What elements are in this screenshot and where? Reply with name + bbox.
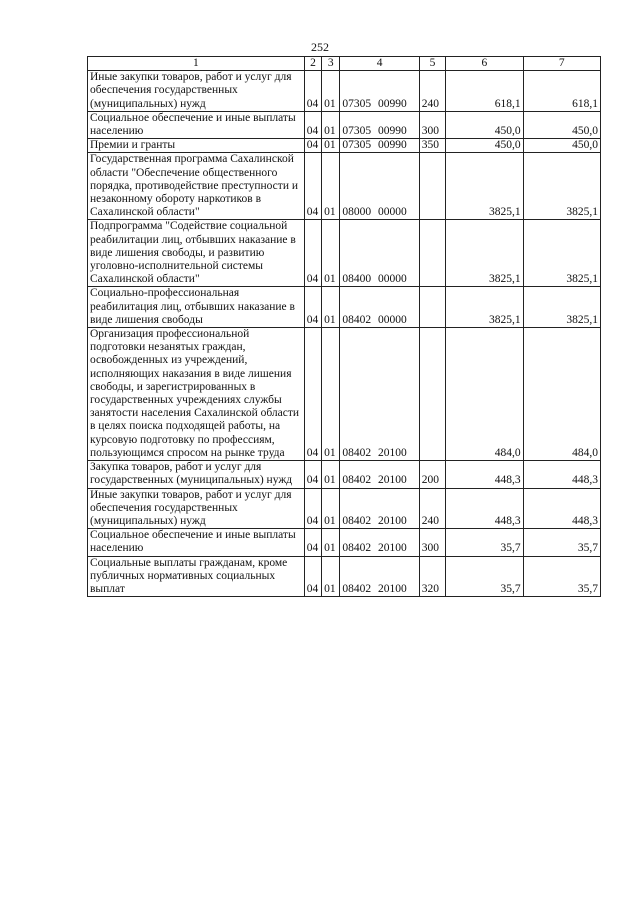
row-name: Социальное обеспечение и иные выплаты населению [88,529,305,556]
header-col-6: 6 [446,57,523,71]
row-section-code: 04 [304,111,321,138]
row-section-code: 04 [304,71,321,112]
row-target-article-code: 07305 00990 [340,139,419,153]
header-col-7: 7 [523,57,600,71]
row-name: Социально-профессиональная реабилитация лиц, отбывших наказание в виде лишения свободы [88,287,305,328]
table-row [88,328,601,461]
row-subsection-code: 01 [322,220,340,287]
row-target-article-code: 08402 20100 [340,488,419,529]
row-name: Государственная программа Сахалинской области "Обеспечение общественного порядка, противодействие преступности и незаконному обороту наркотиков в Сахалинской области" [88,153,305,220]
table-row [88,461,601,488]
row-name: Закупка товаров, работ и услуг для государственных (муниципальных) нужд [88,461,305,488]
row-target-article-code: 08400 00000 [340,220,419,287]
row-expense-type-code: 350 [419,139,445,153]
row-amount-col7: 448,3 [523,488,600,529]
row-target-article-code: 08000 00000 [340,153,419,220]
row-expense-type-code: 300 [419,111,445,138]
row-amount-col6: 448,3 [446,461,523,488]
header-row [88,57,601,71]
row-amount-col6: 450,0 [446,139,523,153]
row-name: Подпрограмма "Содействие социальной реабилитации лиц, отбывших наказание в виде лишения свободы, и развитию уголовно-исполнительной системы Сахалинской области" [88,220,305,287]
table-row [88,153,601,220]
row-expense-type-code: 320 [419,556,445,597]
table-body [88,71,601,597]
table-row [88,529,601,556]
row-amount-col7: 35,7 [523,556,600,597]
row-amount-col6: 3825,1 [446,287,523,328]
row-target-article-code: 08402 20100 [340,461,419,488]
row-amount-col7: 3825,1 [523,287,600,328]
row-name: Иные закупки товаров, работ и услуг для обеспечения государственных (муниципальных) нужд [88,71,305,112]
row-section-code: 04 [304,529,321,556]
table-header [88,57,601,71]
row-target-article-code: 07305 00990 [340,71,419,112]
row-amount-col6: 35,7 [446,556,523,597]
row-subsection-code: 01 [322,461,340,488]
table-row [88,488,601,529]
row-target-article-code: 08402 20100 [340,529,419,556]
row-amount-col6: 450,0 [446,111,523,138]
row-name: Иные закупки товаров, работ и услуг для обеспечения государственных (муниципальных) нужд [88,488,305,529]
row-subsection-code: 01 [322,328,340,461]
row-expense-type-code [419,328,445,461]
row-amount-col6: 3825,1 [446,153,523,220]
row-name: Премии и гранты [88,139,305,153]
row-amount-col6: 35,7 [446,529,523,556]
row-subsection-code: 01 [322,111,340,138]
budget-table [87,56,601,597]
row-section-code: 04 [304,287,321,328]
row-amount-col6: 3825,1 [446,220,523,287]
row-target-article-code: 08402 00000 [340,287,419,328]
header-col-4: 4 [340,57,419,71]
row-subsection-code: 01 [322,556,340,597]
table-row [88,71,601,112]
row-section-code: 04 [304,139,321,153]
row-expense-type-code [419,153,445,220]
row-amount-col7: 484,0 [523,328,600,461]
row-expense-type-code [419,220,445,287]
row-amount-col6: 448,3 [446,488,523,529]
row-amount-col7: 450,0 [523,111,600,138]
row-section-code: 04 [304,488,321,529]
table-row [88,556,601,597]
row-expense-type-code: 300 [419,529,445,556]
row-name: Социальное обеспечение и иные выплаты населению [88,111,305,138]
header-col-2: 2 [304,57,321,71]
row-amount-col7: 450,0 [523,139,600,153]
row-expense-type-code [419,287,445,328]
page-number: 252 [311,40,329,54]
row-name: Организация профессиональной подготовки незанятых граждан, освобожденных из учреждений, исполняющих наказания в виде лишения свободы, и зарегистрированных в государственных учреждениях службы занятости населения Сахалинской области в целях поиска подходящей работы, на курсовую подготовку по профессиям, пользующимся спросом на рынке труда [88,328,305,461]
header-col-5: 5 [419,57,445,71]
row-amount-col7: 35,7 [523,529,600,556]
row-amount-col7: 3825,1 [523,153,600,220]
row-section-code: 04 [304,556,321,597]
table-row [88,220,601,287]
row-expense-type-code: 240 [419,488,445,529]
row-subsection-code: 01 [322,488,340,529]
row-expense-type-code: 200 [419,461,445,488]
row-subsection-code: 01 [322,153,340,220]
row-target-article-code: 08402 20100 [340,556,419,597]
row-subsection-code: 01 [322,287,340,328]
header-col-3: 3 [322,57,340,71]
table-row [88,139,601,153]
row-expense-type-code: 240 [419,71,445,112]
row-section-code: 04 [304,153,321,220]
row-section-code: 04 [304,461,321,488]
row-amount-col7: 3825,1 [523,220,600,287]
row-amount-col7: 448,3 [523,461,600,488]
row-amount-col7: 618,1 [523,71,600,112]
row-subsection-code: 01 [322,139,340,153]
row-amount-col6: 484,0 [446,328,523,461]
row-section-code: 04 [304,328,321,461]
header-col-1: 1 [88,57,305,71]
row-amount-col6: 618,1 [446,71,523,112]
row-target-article-code: 08402 20100 [340,328,419,461]
row-subsection-code: 01 [322,529,340,556]
row-name: Социальные выплаты гражданам, кроме публичных нормативных социальных выплат [88,556,305,597]
row-subsection-code: 01 [322,71,340,112]
table-row [88,287,601,328]
row-target-article-code: 07305 00990 [340,111,419,138]
table-row [88,111,601,138]
row-section-code: 04 [304,220,321,287]
